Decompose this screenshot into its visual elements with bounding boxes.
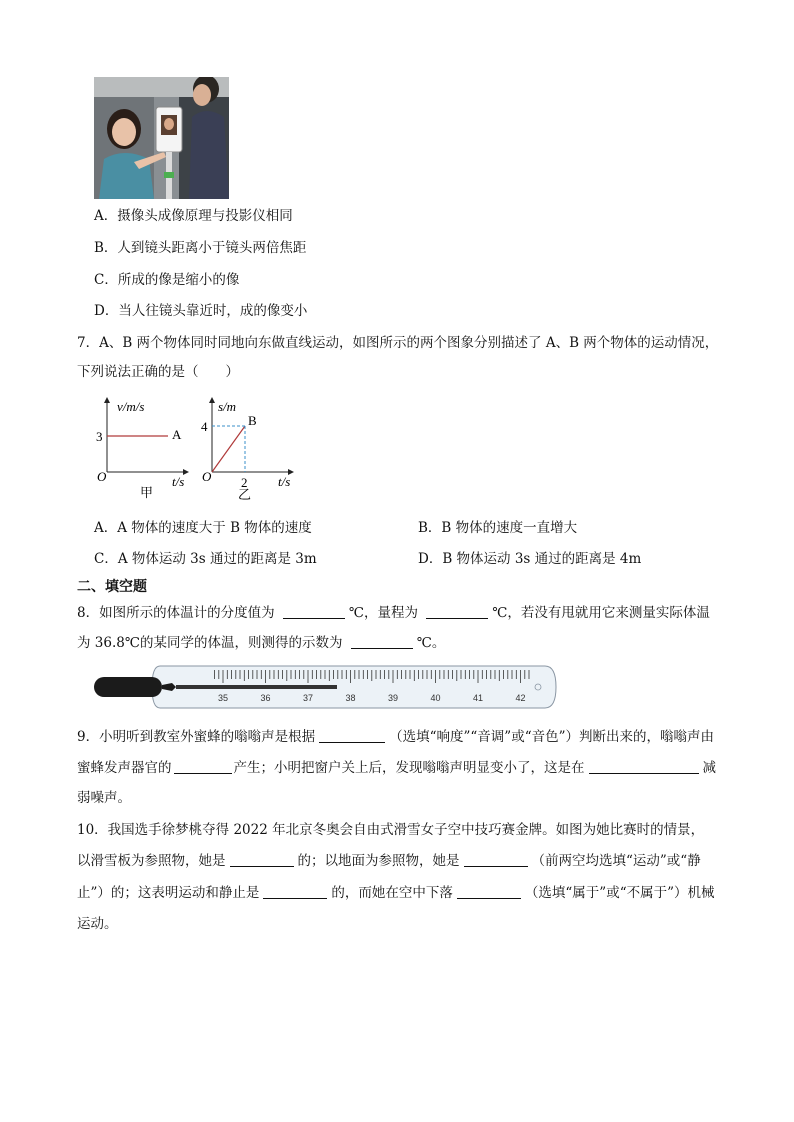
graph-a-line-label: A (172, 427, 182, 442)
face-recognition-photo (94, 77, 229, 199)
graph-b-ytick: 4 (201, 419, 208, 434)
q9-line1: 9．小明听到教室外蜜蜂的嗡嗡声是根据 （选填“响度”“音调”或“音色”）判断出来的，嗡嗡声由 (77, 729, 715, 745)
graph-a-ylabel: v/m/s (117, 399, 145, 414)
thermometer-scale-label: 41 (472, 693, 484, 703)
thermometer-scale-label: 40 (430, 693, 441, 703)
q6-option-b: B．人到镜头距离小于镜头两倍焦距 (94, 240, 307, 256)
graph-a-ytick: 3 (96, 429, 103, 444)
thermometer-scale-label: 39 (387, 693, 399, 703)
q6-option-a: A．摄像头成像原理与投影仪相同 (94, 208, 293, 224)
thermometer-figure (90, 663, 562, 711)
q9-blank-2[interactable] (174, 759, 232, 774)
q7-graphs (90, 393, 310, 503)
q9-blank-3[interactable] (589, 759, 699, 774)
graph-b-displacement-line (212, 426, 245, 472)
q10-line3: 止”）的；这表明运动和静止是 的，而她在空中下落 （选填“属于”或“不属于”）机械 (77, 885, 715, 901)
thermometer-scale-label: 42 (515, 693, 526, 703)
graph-a-caption: 甲 (140, 485, 154, 500)
thermometer-mercury (176, 685, 337, 689)
graph-a-origin: O (97, 469, 107, 484)
q10-blank-2[interactable] (464, 852, 528, 867)
q10-blank-1[interactable] (230, 852, 294, 867)
thermometer-scale-label: 36 (260, 693, 271, 703)
q10-blank-3[interactable] (263, 884, 327, 899)
graph-b-ylabel: s/m (218, 399, 237, 414)
thermometer-scale-label: 35 (217, 693, 229, 703)
q6-option-c: C．所成的像是缩小的像 (94, 272, 240, 288)
thermometer-scale-label: 38 (345, 693, 356, 703)
q10-blank-4[interactable] (457, 884, 521, 899)
q10-line2: 以滑雪板为参照物，她是 的；以地面为参照物，她是 （前两空均选填“运动”或“静 (77, 853, 701, 869)
graph-b-caption: 乙 (238, 487, 252, 502)
q7-option-a: A．A 物体的速度大于 B 物体的速度 (94, 520, 312, 536)
q7-option-d: D．B 物体运动 3s 通过的距离是 4m (418, 551, 642, 567)
graph-b-point-label: B (248, 413, 257, 428)
q9-line2: 蜜蜂发声器官的 产生；小明把窗户关上后，发现嗡嗡声明显变小了，这是在 减 (77, 760, 716, 776)
graph-a-xlabel: t/s (172, 474, 185, 489)
q7-stem-line1: 7．A、B 两个物体同时同地向东做直线运动，如图所示的两个图象分别描述了 A、B 两个物体的运动情况， (77, 335, 719, 351)
thermometer-bulb (94, 677, 162, 697)
q8-line2: 为 36.8℃的某同学的体温，则测得的示数为 ℃。 (77, 635, 446, 651)
q7-stem-line2: 下列说法正确的是（ ） (77, 364, 239, 380)
q10-line1: 10．我国选手徐梦桃夺得 2022 年北京冬奥会自由式滑雪女子空中技巧赛金牌。如图为她比赛时的情景， (77, 822, 705, 838)
graph-b-xlabel: t/s (278, 474, 291, 489)
q7-option-b: B．B 物体的速度一直增大 (418, 520, 578, 536)
graph-b-origin: O (202, 469, 212, 484)
q8-line1: 8．如图所示的体温计的分度值为 ℃，量程为 ℃，若没有甩就用它来测量实际体温 (77, 605, 710, 621)
thermometer-scale-label: 37 (302, 693, 314, 703)
q8-blank-1[interactable] (283, 604, 345, 619)
q10-line4: 运动。 (77, 916, 118, 932)
graph-b-xtick: 2 (241, 475, 248, 490)
q7-option-c: C．A 物体运动 3s 通过的距离是 3m (94, 551, 317, 567)
q9-blank-1[interactable] (319, 728, 385, 743)
q6-option-d: D．当人往镜头靠近时，成的像变小 (94, 303, 308, 319)
section-heading: 二、填空题 (77, 579, 147, 595)
q9-line3: 弱噪声。 (77, 790, 131, 806)
q8-blank-2[interactable] (426, 604, 488, 619)
q8-blank-3[interactable] (351, 634, 413, 649)
